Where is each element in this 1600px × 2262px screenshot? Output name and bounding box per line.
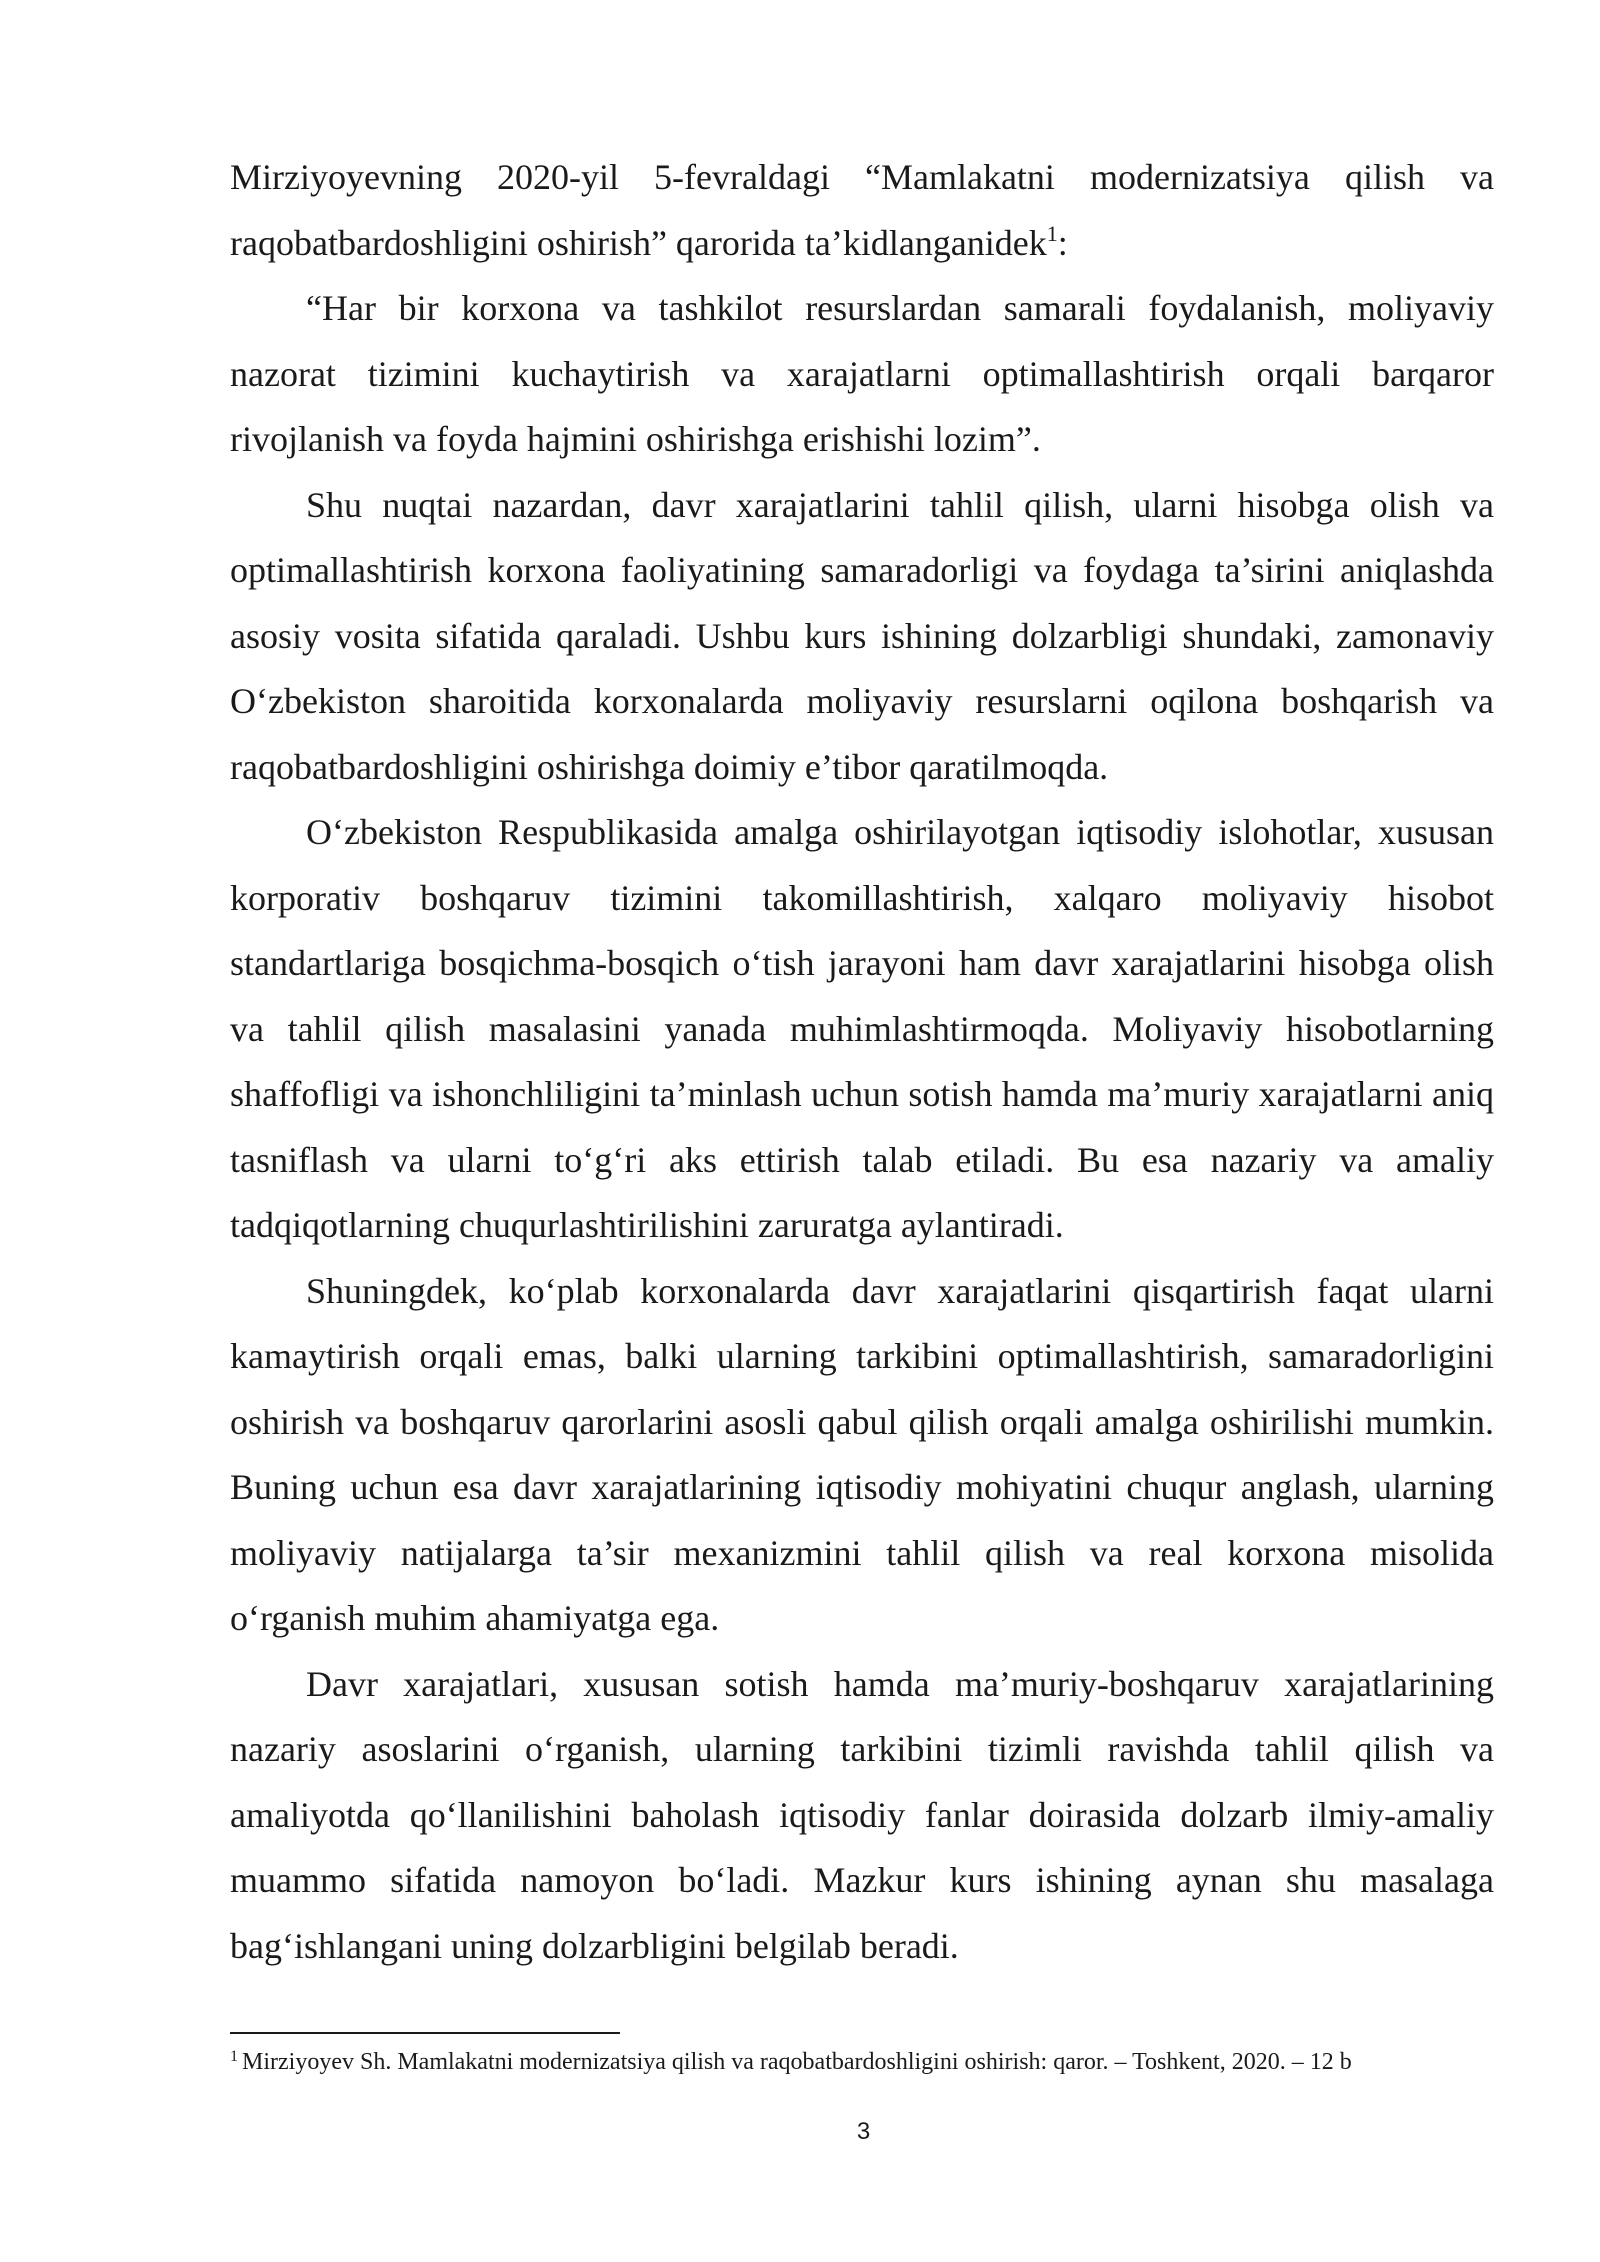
- paragraph-6: Davr xarajatlari, xususan sotish hamda ma’muriy-boshqaruv xarajatlarining nazariy asoslarini o‘rganish, ularning tarkibini tizimli ravishda tahlil qilish va amaliyotda qo‘llanilishini baholash iqtisodiy fanlar doirasida dolzarb ilmiy-amaliy muammo sifatida namoyon bo‘ladi. Mazkur kurs ishining aynan shu masalaga bag‘ishlangani uning dolzarbligini belgilab beradi.: [230, 1663, 1494, 1966]
- paragraph-1-tail: :: [1057, 222, 1068, 263]
- footnote-separator: [230, 2032, 620, 2034]
- footnote-number: 1: [230, 2048, 238, 2065]
- footnote-text: Mirziyoyev Sh. Mamlakatni modernizatsiya qilish va raqobatbardoshligini oshirish: qaror. – Toshkent, 2020. – 12 b: [242, 2049, 1352, 2075]
- paragraph-4: O‘zbekiston Respublikasida amalga oshirilayotgan iqtisodiy islohotlar, xususan korporativ boshqaruv tizimini takomillashtirish, xalqaro moliyaviy hisobot standartlariga bosqichma-bosqich o‘tish jarayoni ham davr xarajatlarini hisobga olish va tahlil qilish masalasini yanada muhimlashtirmoqda. Moliyaviy hisobotlarning shaffofligi va ishonchliligini ta’minlash uchun sotish hamda ma’muriy xarajatlarni aniq tasniflash va ularni to‘g‘ri aks ettirish talab etiladi. Bu esa nazariy va amaliy tadqiqotlarning chuqurlashtirilishini zaruratga aylantiradi.: [230, 812, 1494, 1245]
- paragraph-5: Shuningdek, ko‘plab korxonalarda davr xarajatlarini qisqartirish faqat ularni kamaytirish orqali emas, balki ularning tarkibini optimallashtirish, samaradorligini oshirish va boshqaruv qarorlarini asosli qabul qilish orqali amalga oshirilishi mumkin. Buning uchun esa davr xarajatlarining iqtisodiy mohiyatini chuqur anglash, ularning moliyaviy natijalarga ta’sir mexanizmini tahlil qilish va real korxona misolida o‘rganish muhim ahamiyatga ega.: [230, 1270, 1494, 1638]
- paragraph-2: “Har bir korxona va tashkilot resurslardan samarali foydalanish, moliyaviy nazorat tizimini kuchaytirish va xarajatlarni optimallashtirish orqali barqaror rivojlanish va foyda hajmini oshirishga erishishi lozim”.: [230, 288, 1494, 459]
- footnote: [230, 2047, 1494, 2077]
- paragraph-1-text: Mirziyoyevning 2020-yil 5-fevraldagi “Mamlakatni modernizatsiya qilish va raqobatbardoshligini oshirish” qarorida ta’kidlanganidek: [230, 157, 1494, 263]
- footnote-reference: 1: [1046, 220, 1058, 246]
- page-number: 3: [856, 2118, 871, 2145]
- body-text: [230, 145, 1494, 1979]
- paragraph-3: Shu nuqtai nazardan, davr xarajatlarini tahlil qilish, ularni hisobga olish va optimallashtirish korxona faoliyatining samaradorligi va foydaga ta’sirini aniqlashda asosiy vosita sifatida qaraladi. Ushbu kurs ishining dolzarbligi shundaki, zamonaviy O‘zbekiston sharoitida korxonalarda moliyaviy resurslarni oqilona boshqarish va raqobatbardoshligini oshirishga doimiy e’tibor qaratilmoqda.: [230, 484, 1494, 787]
- paragraph-1: [230, 145, 1494, 276]
